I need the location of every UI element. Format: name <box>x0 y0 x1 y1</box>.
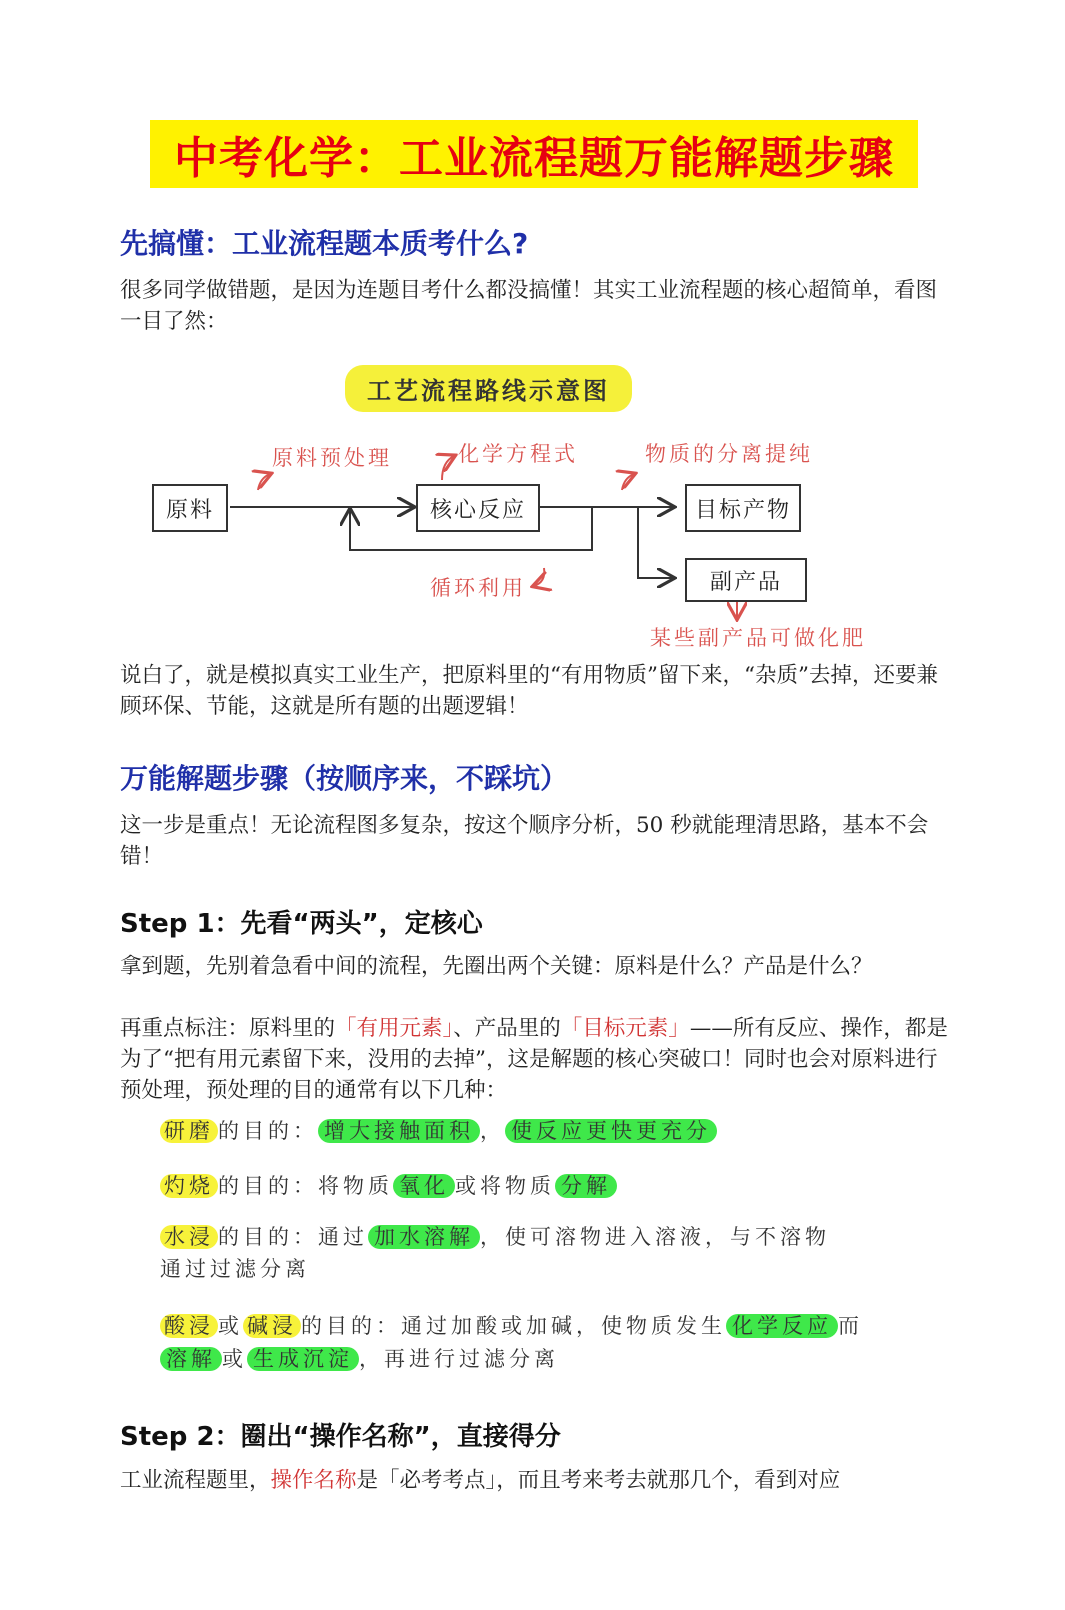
acid-or-2: 或 <box>222 1347 247 1371</box>
acid-or: 或 <box>218 1314 243 1338</box>
process-diagram <box>140 350 920 660</box>
label-recycle: 循环利用 <box>430 576 526 600</box>
operation-name-term: 操作名称 <box>270 1468 357 1493</box>
pretreatment-water <box>160 1221 830 1253</box>
step1-paragraph-2 <box>120 1013 950 1106</box>
burn-oxidize: 氧化 <box>393 1174 455 1198</box>
water-dissolve: 加水溶解 <box>368 1225 480 1249</box>
water-text-1: 的目的：通过 <box>218 1225 368 1249</box>
acid-reaction: 化学反应 <box>726 1314 838 1338</box>
acid-text-3: ，再进行过滤分离 <box>359 1347 559 1371</box>
keyword-grind: 研磨 <box>160 1119 218 1143</box>
label-fertilizer: 某些副产品可做化肥 <box>650 626 866 650</box>
page-title: 中考化学：工业流程题万能解题步骤 <box>174 133 894 184</box>
keyword-burn: 灼烧 <box>160 1174 218 1198</box>
section2-heading: 万能解题步骤（按顺序来，不踩坑） <box>120 762 569 795</box>
step1-p2-text-a: 再重点标注：原料里的 <box>120 1016 336 1041</box>
target-element-term: 「目标元素」 <box>560 1016 690 1041</box>
hook-equation <box>442 456 454 480</box>
step2-heading: Step 2：圈出“操作名称”，直接得分 <box>120 1422 561 1452</box>
useful-element-term: 「有用元素」 <box>335 1016 454 1041</box>
hook-separation <box>622 474 634 490</box>
acid-text-1: 的目的：通过加酸或加碱，使物质发生 <box>301 1314 726 1338</box>
burn-decompose: 分解 <box>555 1174 617 1198</box>
grind-sep: ， <box>480 1119 505 1143</box>
acid-dissolve: 溶解 <box>160 1347 222 1371</box>
label-separation: 物质的分离提纯 <box>645 442 813 466</box>
pretreatment-water-line2: 通过过滤分离 <box>160 1257 310 1281</box>
step1-heading: Step 1：先看“两头”，定核心 <box>120 909 483 939</box>
node-byproduct: 副产品 <box>685 558 807 602</box>
label-pretreat: 原料预处理 <box>272 446 392 470</box>
title-banner <box>150 120 918 188</box>
step1-p2-text-c: ——所有反应、操作，都是为了“把有用元素留下来，没用的去掉”，这是解题的核心突破口！同时也会对原料进行预处理，预处理的目的通常有以下几种： <box>120 1016 948 1103</box>
burn-text-2: 或将物质 <box>455 1174 555 1198</box>
label-equation: 化学方程式 <box>458 442 578 466</box>
keyword-water: 水浸 <box>160 1225 218 1249</box>
acid-text-2: 而 <box>838 1314 863 1338</box>
node-raw: 原料 <box>152 484 228 532</box>
arrow-to-byproduct <box>638 507 673 578</box>
acid-precipitate: 生成沉淀 <box>247 1347 359 1371</box>
pretreatment-grind <box>160 1115 717 1147</box>
section1-summary: 说白了，就是模拟真实工业生产，把原料里的“有用物质”留下来，“杂质”去掉，还要兼顾环保、节能，这就是所有题的出题逻辑！ <box>120 663 938 719</box>
grind-text: 的目的： <box>218 1119 318 1143</box>
node-target: 目标产物 <box>685 484 801 532</box>
water-text-2: ，使可溶物进入溶液，与不溶物 <box>480 1225 830 1249</box>
section1-intro: 很多同学做错题，是因为连题目考什么都没搞懂！其实工业流程题的核心超简单，看图一目了然： <box>120 278 938 334</box>
hook-recycle <box>534 568 544 586</box>
keyword-alkali: 碱浸 <box>243 1314 301 1338</box>
burn-text-1: 的目的：将物质 <box>218 1174 393 1198</box>
step2-p1-text-a: 工业流程题里， <box>120 1468 271 1493</box>
pretreatment-acid-line2 <box>160 1343 559 1375</box>
grind-purpose-1: 增大接触面积 <box>318 1119 480 1143</box>
grind-purpose-2: 使反应更快更充分 <box>505 1119 717 1143</box>
hook-pretreat <box>258 474 270 490</box>
step1-paragraph-1: 拿到题，先别着急看中间的流程，先圈出两个关键：原料是什么？产品是什么？ <box>120 954 873 979</box>
step2-p1-text-b: 是「必考考点」，而且考来考去就那几个，看到对应 <box>356 1468 841 1493</box>
pretreatment-burn <box>160 1170 617 1202</box>
step1-p2-text-b: 、产品里的 <box>453 1016 561 1041</box>
keyword-acid: 酸浸 <box>160 1314 218 1338</box>
section2-intro: 这一步是重点！无论流程图多复杂，按这个顺序分析，50 秒就能理清思路，基本不会错！ <box>120 813 929 869</box>
diagram-title: 工艺流程路线示意图 <box>345 365 632 412</box>
step2-paragraph-1 <box>120 1465 950 1496</box>
node-core: 核心反应 <box>416 484 540 532</box>
section1-heading: 先搞懂：工业流程题本质考什么? <box>120 227 529 260</box>
pretreatment-acid <box>160 1310 863 1342</box>
